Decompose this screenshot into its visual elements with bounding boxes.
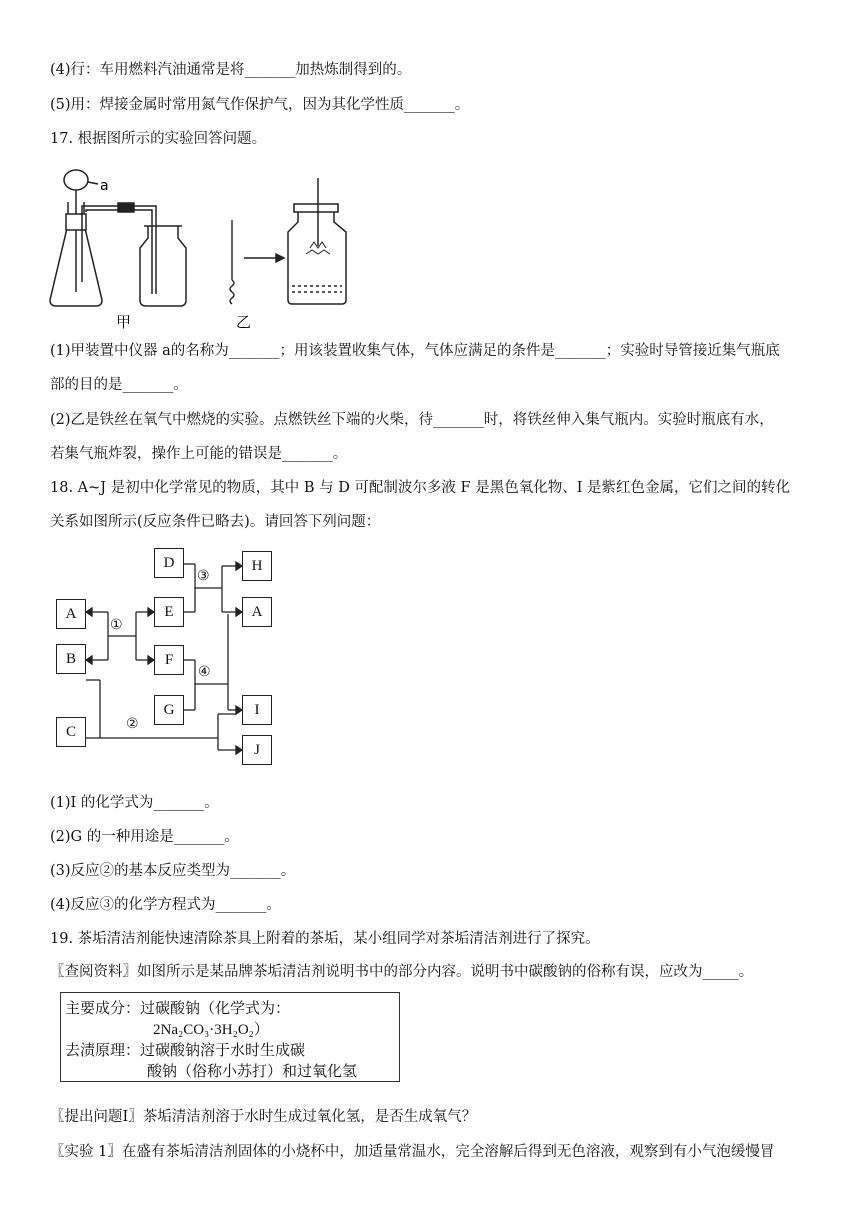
oxygen-bottle <box>288 178 346 304</box>
label-jia: 甲 <box>116 313 132 331</box>
node-b: B <box>56 644 86 674</box>
product-info-box <box>60 992 400 1082</box>
separatory-funnel <box>64 170 98 292</box>
q19-intro: 19. 茶垢清洁剂能快速清除茶具上附着的茶垢，某小组同学对茶垢清洁剂进行了探究。 <box>50 931 600 947</box>
node-g: G <box>154 695 184 725</box>
q17-part1-line1: (1)甲装置中仪器 a的名称为_______；用该装置收集气体，气体应满足的条件是_______；实验时导管接近集气瓶底 <box>50 343 780 359</box>
reaction-4-label: ④ <box>198 664 211 680</box>
q18-part2: (2)G 的一种用途是_______。 <box>50 829 239 845</box>
gas-collecting-bottle <box>140 226 186 306</box>
node-f: F <box>154 645 184 675</box>
q17-part2-line2: 若集气瓶炸裂，操作上可能的错误是_______。 <box>50 446 348 462</box>
q19-info: 〖查阅资料〗如图所示是某品牌茶垢清洁剂说明书中的部分内容。说明书中碳酸钠的俗称有误，应改为_____。 <box>50 964 754 980</box>
info-line-3: 去渍原理：过碳酸钠溶于水时生成碳 <box>65 1041 306 1059</box>
node-a-left: A <box>56 599 86 629</box>
q19-question1: 〖提出问题Ⅰ〗茶垢清洁剂溶于水时生成过氧化氢，是否生成氧气？ <box>50 1109 477 1125</box>
info-line-2: 2Na₂CO₃·3H₂O₂） <box>153 1022 269 1038</box>
info-line-4: 酸钠（俗称小苏打）和过氧化氢 <box>147 1062 358 1080</box>
reaction-2-label: ② <box>126 716 139 732</box>
q18-intro-line2: 关系如图所示(反应条件已略去)。请回答下列问题： <box>50 514 381 530</box>
node-h: H <box>242 551 272 581</box>
node-d: D <box>154 548 184 578</box>
q17-apparatus-figure <box>40 162 360 334</box>
node-c: C <box>56 717 86 747</box>
node-j: J <box>242 735 272 765</box>
q18-part4: (4)反应③的化学方程式为_______。 <box>50 897 281 913</box>
q16-part5: (5)用：焊接金属时常用氮气作保护气，因为其化学性质_______。 <box>50 97 470 113</box>
delivery-tube <box>82 203 156 294</box>
q17-title: 17. 根据图所示的实验回答问题。 <box>50 131 267 147</box>
q18-intro-line1: 18. A~J 是初中化学常见的物质，其中 B 与 D 可配制波尔多液 F 是黑色氧化物、I 是紫红色金属，它们之间的转化 <box>50 480 791 496</box>
node-i: I <box>242 695 272 725</box>
reaction-3-label: ③ <box>197 568 210 584</box>
q18-part3: (3)反应②的基本反应类型为_______。 <box>50 863 296 879</box>
q18-part1: (1)I 的化学式为_______。 <box>50 795 219 811</box>
q19-experiment1: 〖实验 1〗在盛有茶垢清洁剂固体的小烧杯中，加适量常温水，完全溶解后得到无色溶液，观察到有小气泡缓慢冒 <box>50 1144 775 1160</box>
label-a: a <box>100 178 109 194</box>
q17-part1-line2: 部的目的是_______。 <box>50 377 188 393</box>
q18-flow-diagram <box>50 544 290 774</box>
info-line-1: 主要成分：过碳酸钠（化学式为： <box>65 999 291 1017</box>
node-e: E <box>154 597 184 627</box>
node-a-right: A <box>242 597 272 627</box>
arrow <box>244 254 284 262</box>
q16-part4: (4)行：车用燃料汽油通常是将_______加热炼制得到的。 <box>50 62 412 78</box>
q17-part2-line1: (2)乙是铁丝在氧气中燃烧的实验。点燃铁丝下端的火柴，待_______时，将铁丝伸入集气瓶内。实验时瓶底有水， <box>50 412 774 428</box>
label-yi: 乙 <box>236 313 252 331</box>
reaction-1-label: ① <box>110 617 123 633</box>
iron-wire <box>230 220 234 304</box>
